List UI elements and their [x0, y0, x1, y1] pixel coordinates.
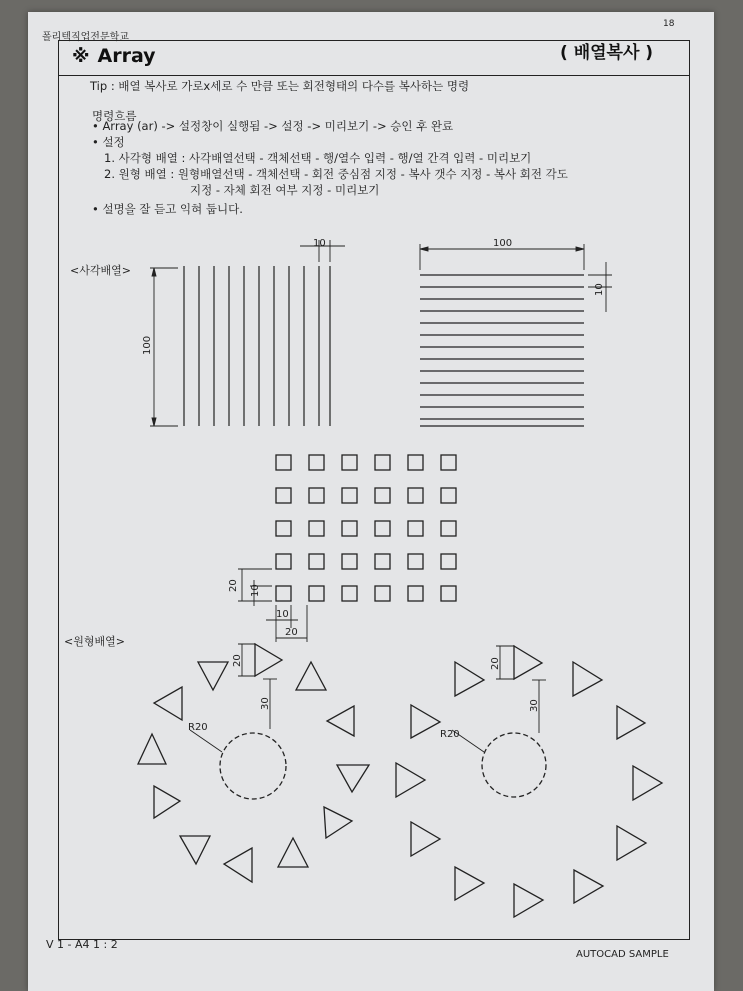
dim-label-20-left: 20 — [232, 654, 243, 667]
title-tag: ( 배열복사 ) — [560, 43, 654, 63]
dim-label-10-right: 10 — [594, 283, 605, 296]
step-polar-array-cont: 지정 - 자체 회전 여부 지정 - 미리보기 — [190, 183, 380, 197]
vertical-lines-array — [184, 266, 330, 426]
radius-label-right: R20 — [440, 729, 460, 740]
flow-text: • Array (ar) -> 설정창이 실행됨 -> 설정 -> 미리보기 -> 승인 후 완료 — [92, 119, 454, 133]
step-polar-array: 2. 원형 배열 : 원형배열선택 - 객체선택 - 회전 중심점 지정 - 복사 갯수 지정 - 복사 회전 각도 — [104, 167, 568, 181]
dim-label-20-grid-horizontal: 20 — [285, 627, 298, 638]
step-rect-array: 1. 사각형 배열 : 사각배열선택 - 객체선택 - 행/열수 입력 - 행/열 간격 입력 - 미리보기 — [104, 151, 532, 165]
rect-array-label: <사각배열> — [70, 264, 131, 277]
settings-heading: • 설정 — [92, 135, 125, 149]
flow-heading: 명령흐름 — [92, 109, 137, 123]
footer-sample: AUTOCAD SAMPLE — [576, 949, 669, 960]
note-text: • 설명을 잘 듣고 익혀 둡니다. — [92, 202, 243, 216]
radius-label-left: R20 — [188, 722, 208, 733]
dim-label-10-grid-vertical: 10 — [250, 584, 261, 597]
school-name: 폴리텍직업전문학교 — [42, 32, 129, 43]
dim-label-20-grid-vertical: 20 — [228, 579, 239, 592]
footer-version: V 1 - A4 1 : 2 — [46, 938, 118, 951]
polar-array-right — [396, 646, 662, 917]
dim-label-100-horizontal: 100 — [493, 238, 513, 249]
dim-label-100-vertical: 100 — [142, 335, 153, 355]
page-number: 18 — [663, 19, 675, 29]
dim-label-20-right: 20 — [490, 657, 501, 670]
horizontal-lines-array — [420, 275, 584, 426]
dim-label-30-left: 30 — [260, 697, 271, 710]
dim-label-30-right: 30 — [529, 699, 540, 712]
square-grid-array — [276, 455, 456, 601]
polar-array-left — [138, 644, 369, 882]
title-text: Array — [97, 45, 156, 67]
tip-text: Tip : 배열 복사로 가로x세로 수 만큼 또는 회전형태의 다수를 복사하는 명령 — [90, 79, 470, 93]
dimension-100-vertical — [150, 268, 178, 426]
reference-mark-icon: ※ — [72, 46, 90, 67]
polar-array-label: <원형배열> — [64, 635, 125, 648]
dim-label-10-top: 10 — [313, 238, 326, 249]
dim-label-10-grid-horizontal: 10 — [276, 609, 289, 620]
